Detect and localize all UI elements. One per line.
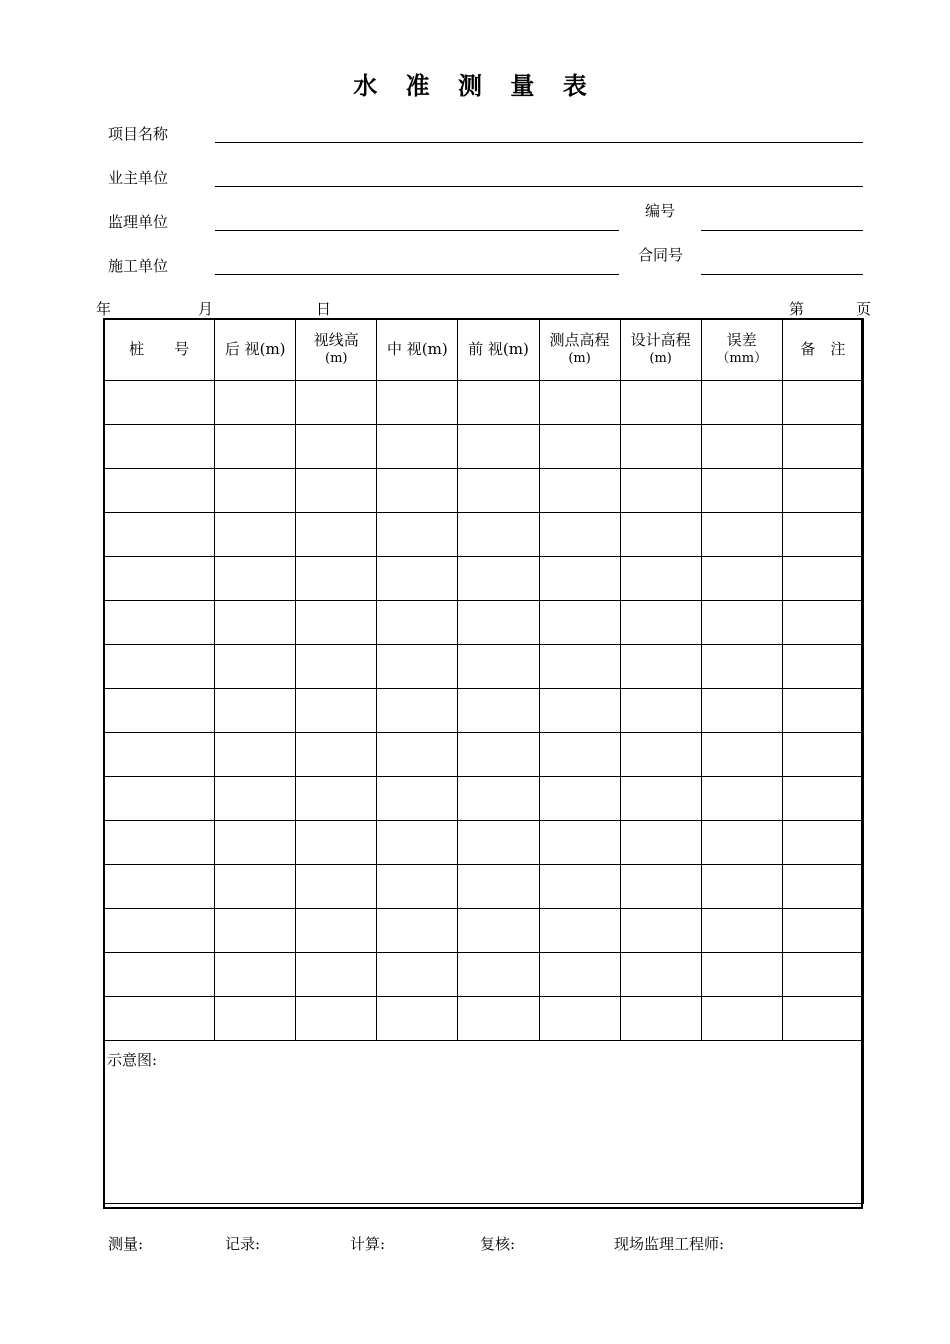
table-cell[interactable]	[377, 953, 458, 997]
table-cell[interactable]	[458, 777, 539, 821]
table-cell[interactable]	[701, 953, 782, 997]
table-cell[interactable]	[782, 865, 863, 909]
table-cell[interactable]	[620, 645, 701, 689]
table-cell[interactable]	[782, 557, 863, 601]
table-cell[interactable]	[377, 689, 458, 733]
col-header: 桩 号	[104, 319, 215, 381]
owner-unit-label: 业主单位	[108, 169, 169, 187]
table-cell[interactable]	[377, 601, 458, 645]
serial-no-label: 编号	[645, 202, 676, 220]
table-cell[interactable]	[296, 821, 377, 865]
table-cell[interactable]	[104, 425, 215, 469]
construction-unit-label: 施工单位	[108, 257, 169, 275]
col-header: 前 视(m)	[458, 319, 539, 381]
table-cell[interactable]	[215, 953, 296, 997]
page-prefix-label: 第	[789, 300, 805, 318]
contract-no-label: 合同号	[638, 246, 684, 264]
table-cell[interactable]	[539, 425, 620, 469]
table-cell[interactable]	[104, 469, 215, 513]
table-cell[interactable]	[377, 909, 458, 953]
table-cell[interactable]	[539, 777, 620, 821]
table-cell[interactable]	[620, 381, 701, 425]
table-cell[interactable]	[539, 865, 620, 909]
table-cell[interactable]	[620, 733, 701, 777]
owner-unit-line[interactable]	[215, 186, 863, 187]
table-cell[interactable]	[458, 733, 539, 777]
table-cell[interactable]	[539, 469, 620, 513]
table-cell[interactable]	[215, 645, 296, 689]
form-title: 水 准 测 量 表	[353, 71, 597, 100]
table-cell[interactable]	[701, 557, 782, 601]
table-cell[interactable]	[377, 425, 458, 469]
table-cell[interactable]	[215, 865, 296, 909]
table-cell[interactable]	[620, 557, 701, 601]
table-cell[interactable]	[701, 513, 782, 557]
table-cell[interactable]	[539, 513, 620, 557]
col-header: 视线高 (m)	[296, 319, 377, 381]
table-cell[interactable]	[458, 909, 539, 953]
table-cell[interactable]	[104, 997, 215, 1041]
table-cell[interactable]	[539, 821, 620, 865]
table-cell[interactable]	[458, 997, 539, 1041]
table-cell[interactable]	[215, 909, 296, 953]
table-cell[interactable]	[377, 557, 458, 601]
table-cell[interactable]	[782, 909, 863, 953]
table-cell[interactable]	[458, 601, 539, 645]
table-cell[interactable]	[458, 953, 539, 997]
table-cell[interactable]	[215, 689, 296, 733]
col-header: 设计高程 (m)	[620, 319, 701, 381]
table-cell[interactable]	[458, 645, 539, 689]
table-cell[interactable]	[377, 865, 458, 909]
table-row	[104, 777, 864, 821]
table-cell[interactable]	[377, 645, 458, 689]
table-cell[interactable]	[701, 689, 782, 733]
table-cell[interactable]	[458, 513, 539, 557]
table-cell[interactable]	[782, 689, 863, 733]
table-cell[interactable]	[104, 381, 215, 425]
date-month-label: 月	[198, 300, 214, 318]
table-cell[interactable]	[782, 381, 863, 425]
col-header: 中 视(m)	[377, 319, 458, 381]
table-cell[interactable]	[296, 557, 377, 601]
table-cell[interactable]	[620, 821, 701, 865]
table-cell[interactable]	[377, 997, 458, 1041]
table-cell[interactable]	[620, 689, 701, 733]
col-header: 备 注	[782, 319, 863, 381]
table-cell[interactable]	[296, 865, 377, 909]
table-cell[interactable]	[104, 909, 215, 953]
page-suffix-label: 页	[856, 300, 872, 318]
table-cell[interactable]	[377, 381, 458, 425]
table-cell[interactable]	[215, 601, 296, 645]
table-cell[interactable]	[782, 469, 863, 513]
table-cell[interactable]	[296, 997, 377, 1041]
table-cell[interactable]	[296, 909, 377, 953]
table-cell[interactable]	[296, 381, 377, 425]
col-header: 测点高程 (m)	[539, 319, 620, 381]
table-cell[interactable]	[458, 425, 539, 469]
table-cell[interactable]	[620, 909, 701, 953]
table-cell[interactable]	[782, 645, 863, 689]
supervision-unit-line[interactable]	[215, 230, 619, 231]
table-cell[interactable]	[104, 689, 215, 733]
table-cell[interactable]	[377, 777, 458, 821]
table-cell[interactable]	[782, 953, 863, 997]
survey-signature-label: 测量:	[108, 1235, 144, 1253]
table-cell[interactable]	[215, 469, 296, 513]
supervision-unit-label: 监理单位	[108, 213, 169, 231]
table-cell[interactable]	[104, 645, 215, 689]
table-cell[interactable]	[701, 821, 782, 865]
table-cell[interactable]	[377, 821, 458, 865]
table-cell[interactable]	[296, 469, 377, 513]
table-cell[interactable]	[296, 953, 377, 997]
table-row	[104, 733, 864, 777]
review-signature-label: 复核:	[480, 1235, 516, 1253]
table-cell[interactable]	[104, 865, 215, 909]
table-cell[interactable]	[458, 865, 539, 909]
table-cell[interactable]	[782, 997, 863, 1041]
table-cell[interactable]	[377, 733, 458, 777]
table-cell[interactable]	[620, 865, 701, 909]
table-row	[104, 997, 864, 1041]
table-cell[interactable]	[701, 645, 782, 689]
table-cell[interactable]	[296, 513, 377, 557]
table-cell[interactable]	[104, 557, 215, 601]
table-row	[104, 821, 864, 865]
table-cell[interactable]	[701, 733, 782, 777]
table-cell[interactable]	[104, 513, 215, 557]
table-cell[interactable]	[539, 381, 620, 425]
table-cell[interactable]	[620, 777, 701, 821]
col-header: 后 视(m)	[215, 319, 296, 381]
table-cell[interactable]	[104, 821, 215, 865]
table-row	[104, 425, 864, 469]
table-cell[interactable]	[215, 821, 296, 865]
site-engineer-signature-label: 现场监理工程师:	[614, 1235, 725, 1253]
table-cell[interactable]	[701, 997, 782, 1041]
table-cell[interactable]	[782, 425, 863, 469]
table-cell[interactable]	[701, 865, 782, 909]
serial-no-line[interactable]	[701, 230, 863, 231]
table-cell[interactable]	[701, 601, 782, 645]
contract-no-line[interactable]	[701, 274, 863, 275]
table-cell[interactable]	[377, 469, 458, 513]
table-cell[interactable]	[701, 381, 782, 425]
table-cell[interactable]	[296, 425, 377, 469]
table-cell[interactable]	[296, 601, 377, 645]
table-cell[interactable]	[215, 425, 296, 469]
table-cell[interactable]	[104, 777, 215, 821]
table-row	[104, 513, 864, 557]
table-row	[104, 909, 864, 953]
table-cell[interactable]	[215, 997, 296, 1041]
table-cell[interactable]	[215, 381, 296, 425]
col-header: 误差 （mm）	[701, 319, 782, 381]
table-header-row	[104, 319, 864, 381]
table-row	[104, 469, 864, 513]
date-year-label: 年	[96, 300, 112, 318]
table-cell[interactable]	[458, 469, 539, 513]
table-cell[interactable]	[539, 601, 620, 645]
table-cell[interactable]	[539, 689, 620, 733]
table-cell[interactable]	[296, 777, 377, 821]
sketch-label: 示意图:	[107, 1051, 158, 1069]
table-cell[interactable]	[296, 733, 377, 777]
table-cell[interactable]	[104, 953, 215, 997]
table-cell[interactable]	[458, 689, 539, 733]
table-cell[interactable]	[620, 953, 701, 997]
table-cell[interactable]	[296, 689, 377, 733]
table-cell[interactable]	[104, 601, 215, 645]
table-cell[interactable]	[458, 381, 539, 425]
table-cell[interactable]	[539, 645, 620, 689]
table-cell[interactable]	[215, 777, 296, 821]
project-name-label: 项目名称	[108, 125, 169, 143]
table-cell[interactable]	[539, 733, 620, 777]
table-cell[interactable]	[539, 997, 620, 1041]
record-signature-label: 记录:	[225, 1235, 261, 1253]
table-cell[interactable]	[620, 997, 701, 1041]
table-cell[interactable]	[458, 557, 539, 601]
table-row	[104, 601, 864, 645]
table-cell[interactable]	[215, 733, 296, 777]
table-cell[interactable]	[782, 601, 863, 645]
table-row	[104, 557, 864, 601]
table-row	[104, 689, 864, 733]
project-name-line[interactable]	[215, 142, 863, 143]
table-cell[interactable]	[215, 557, 296, 601]
table-row	[104, 645, 864, 689]
table-cell[interactable]	[701, 909, 782, 953]
table-row	[104, 865, 864, 909]
table-cell[interactable]	[620, 513, 701, 557]
table-cell[interactable]	[104, 733, 215, 777]
table-cell[interactable]	[458, 821, 539, 865]
table-cell[interactable]	[782, 777, 863, 821]
sketch-area[interactable]	[106, 1072, 858, 1204]
table-cell[interactable]	[620, 601, 701, 645]
table-cell[interactable]	[782, 821, 863, 865]
date-day-label: 日	[316, 300, 332, 318]
construction-unit-line[interactable]	[215, 274, 619, 275]
table-cell[interactable]	[539, 953, 620, 997]
table-row	[104, 953, 864, 997]
table-cell[interactable]	[701, 469, 782, 513]
table-cell[interactable]	[701, 425, 782, 469]
table-cell[interactable]	[620, 425, 701, 469]
table-cell[interactable]	[215, 513, 296, 557]
table-cell[interactable]	[296, 645, 377, 689]
table-cell[interactable]	[377, 513, 458, 557]
compute-signature-label: 计算:	[350, 1235, 386, 1253]
table-cell[interactable]	[782, 513, 863, 557]
table-cell[interactable]	[539, 909, 620, 953]
table-cell[interactable]	[782, 733, 863, 777]
table-row	[104, 381, 864, 425]
table-cell[interactable]	[620, 469, 701, 513]
table-cell[interactable]	[701, 777, 782, 821]
table-cell[interactable]	[539, 557, 620, 601]
